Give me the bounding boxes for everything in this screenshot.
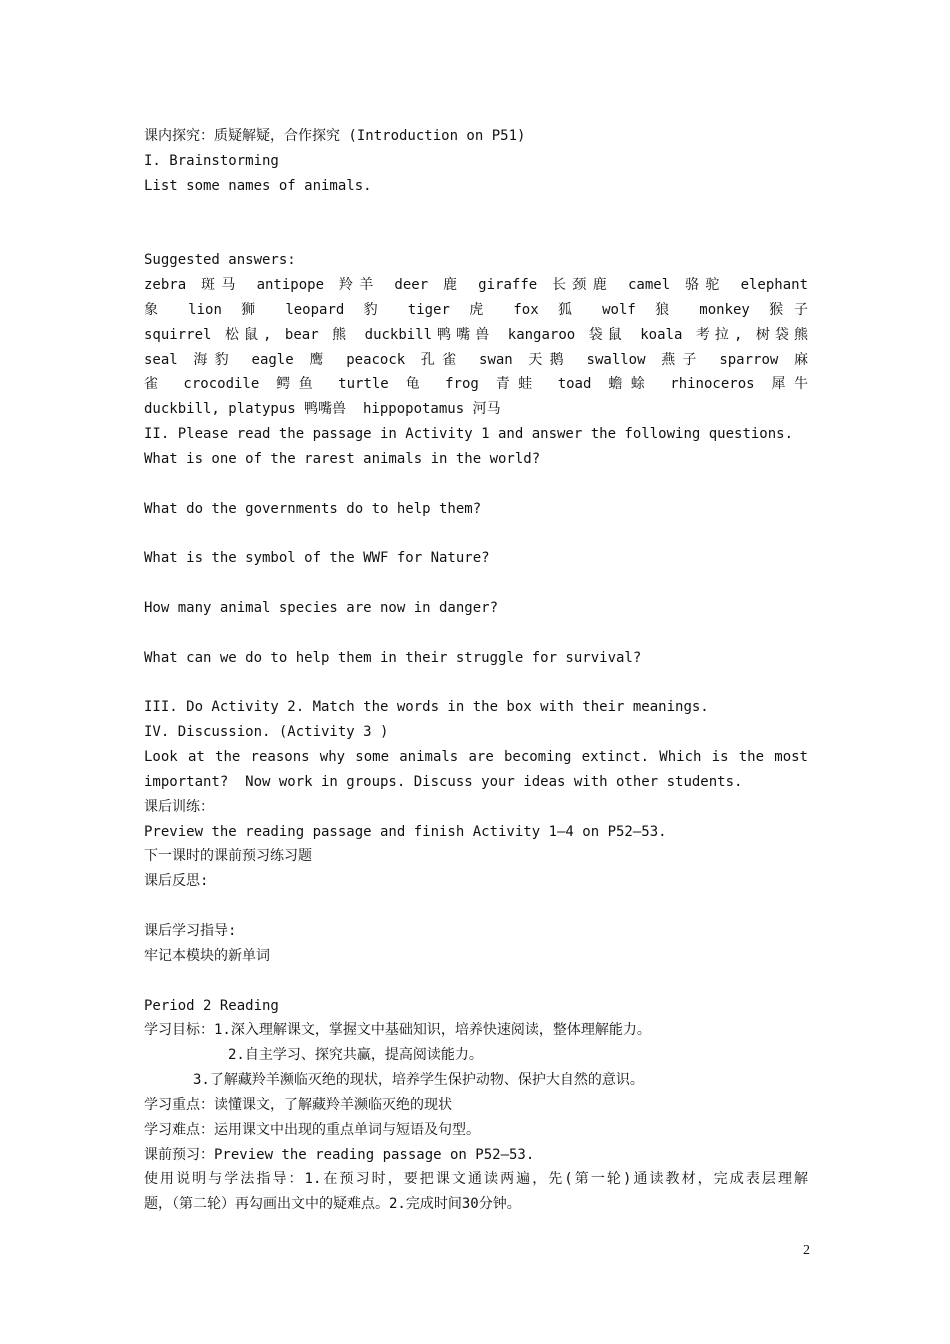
study-guide-text: 牢记本模块的新单词 xyxy=(144,947,270,964)
page-number: 2 xyxy=(803,1243,810,1258)
heading-discussion: IV. Discussion. (Activity 3 ) xyxy=(144,724,389,741)
document-body xyxy=(144,124,808,1217)
question-5: What can we do to help them in their struggle for survival? xyxy=(144,649,642,666)
suggested-answers-label: Suggested answers: xyxy=(144,252,296,269)
heading-brainstorming: I. Brainstorming xyxy=(144,152,279,169)
section-heading-in-class: 课内探究：质疑解疑，合作探究 (Introduction on P51) xyxy=(144,128,526,144)
next-lesson-preview-label: 下一课时的课前预习练习题 xyxy=(144,848,312,865)
animal-list-line-4: seal 海豹 eagle 鹰 peacock 孔雀 swan 天鹅 swallow 燕子 sparrow 麻 xyxy=(144,351,808,368)
answer-space xyxy=(144,671,808,696)
blank-line xyxy=(144,969,808,994)
learning-objective-2: 2.自主学习、探究共赢，提高阅读能力。 xyxy=(228,1047,483,1064)
pre-class-preview: 课前预习：Preview the reading passage on P52—53. xyxy=(144,1146,535,1163)
animal-list-line-6: duckbill, platypus 鸭嘴兽 hippopotamus 河马 xyxy=(144,401,501,418)
blank-line xyxy=(144,894,808,919)
preview-instruction: Preview the reading passage and finish Activity 1—4 on P52—53. xyxy=(144,823,667,840)
blank-line xyxy=(144,199,808,224)
heading-activity-2: III. Do Activity 2. Match the words in the box with their meanings. xyxy=(144,699,709,716)
discussion-text-line-2: important? Now work in groups. Discuss your ideas with other students. xyxy=(144,773,743,790)
reflection-label: 课后反思: xyxy=(144,873,209,890)
animal-list-line-5: 雀 crocodile 鳄鱼 turtle 龟 frog 青蛙 toad 蟾蜍 rhinoceros 犀牛 xyxy=(144,376,808,393)
study-guide-label: 课后学习指导: xyxy=(144,923,237,939)
animal-list-line-3: squirrel 松鼠, bear 熊 duckbill鸭嘴兽 kangaroo 袋鼠 koala 考拉, 树袋熊 xyxy=(144,326,808,343)
learning-objective-3: 3.了解藏羚羊濒临灭绝的现状，培养学生保护动物、保护大自然的意识。 xyxy=(193,1072,644,1089)
answer-space xyxy=(144,621,808,646)
period-2-heading: Period 2 Reading xyxy=(144,997,279,1014)
heading-read-passage: II. Please read the passage in Activity 1 and answer the following questions. xyxy=(144,426,794,443)
instruction-list-animals: List some names of animals. xyxy=(144,177,372,194)
learning-focus: 学习重点：读懂课文，了解藏羚羊濒临灭绝的现状 xyxy=(144,1096,452,1113)
question-1: What is one of the rarest animals in the world? xyxy=(144,450,541,467)
usage-instructions-line-1: 使用说明与学法指导：1.在预习时，要把课文通读两遍，先(第一轮)通读教材，完成表层理解 xyxy=(144,1171,808,1188)
learning-objective-1: 学习目标：1.深入理解课文，掌握文中基础知识，培养快速阅读，整体理解能力。 xyxy=(144,1022,651,1039)
answer-space xyxy=(144,472,808,497)
question-2: What do the governments do to help them? xyxy=(144,500,482,517)
blank-line xyxy=(144,223,808,248)
question-3: What is the symbol of the WWF for Nature? xyxy=(144,550,490,567)
question-4: How many animal species are now in danger? xyxy=(144,600,499,617)
discussion-text-line-1: Look at the reasons why some animals are becoming extinct. Which is the most xyxy=(144,749,808,766)
heading-after-class-training: 课后训练： xyxy=(144,798,214,815)
animal-list-line-2: 象 lion 狮 leopard 豹 tiger 虎 fox 狐 wolf 狼 monkey 猴子 xyxy=(144,301,808,318)
answer-space xyxy=(144,522,808,547)
answer-space xyxy=(144,571,808,596)
learning-difficulty: 学习难点：运用课文中出现的重点单词与短语及句型。 xyxy=(144,1121,480,1138)
animal-list-line-1: zebra 斑马 antipope 羚羊 deer 鹿 giraffe 长颈鹿 camel 骆驼 elephant xyxy=(144,277,808,294)
usage-instructions-line-2: 题，（第二轮）再勾画出文中的疑难点。2.完成时间30分钟。 xyxy=(144,1196,521,1213)
